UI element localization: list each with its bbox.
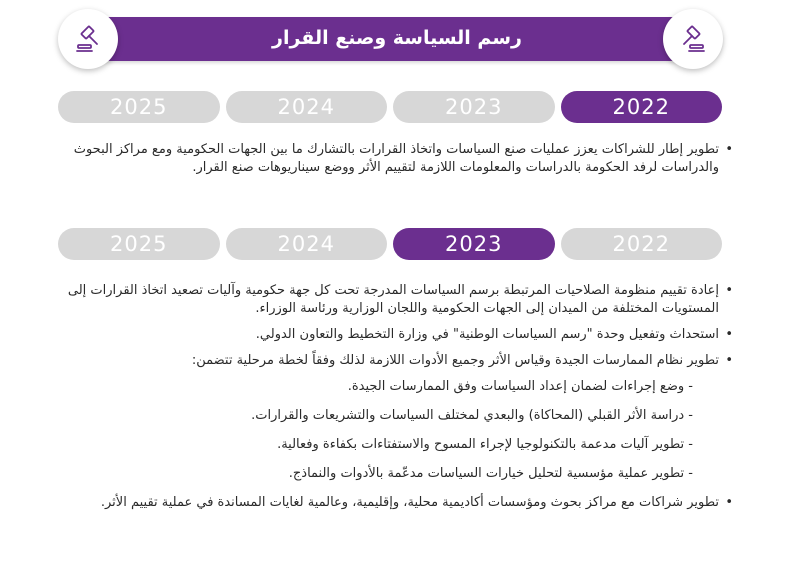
year-tab-2025[interactable]: 2025 [58, 228, 220, 260]
bullet-item: • تطوير نظام الممارسات الجيدة وقياس الأثر وجميع الأدوات اللازمة لذلك وفقاً لخطة مرحلية تتضمن: [43, 352, 733, 370]
gavel-icon [663, 9, 723, 69]
year-tab-2023[interactable]: 2023 [393, 91, 555, 123]
year-tabs-2023 [58, 228, 722, 260]
section-header-banner [72, 17, 722, 61]
year-tab-2025[interactable]: 2025 [58, 91, 220, 123]
section-2022-content [43, 141, 733, 185]
sub-item: - دراسة الأثر القبلي (المحاكاة) والبعدي لمختلف السياسات والتشريعات والقرارات. [251, 408, 693, 423]
year-tab-2022[interactable]: 2022 [561, 228, 723, 260]
sub-item: - تطوير آليات مدعمة بالتكنولوجيا لإجراء المسوح والاستفتاءات بكفاءة وفعالية. [277, 437, 693, 452]
year-tab-2022[interactable]: 2022 [561, 91, 723, 123]
bullet-item: • تطوير إطار للشراكات يعزز عمليات صنع السياسات واتخاذ القرارات بالتشارك ما بين الجهات الحكومية ومع مراكز البحوث والدراسات لرفد الحكومة بالدراسات والمعلومات اللازمة لتقييم الأثر ووضع سيناريوهات صنع القرار. [43, 141, 733, 177]
section-2023-content [43, 282, 733, 520]
year-tab-2023[interactable]: 2023 [393, 228, 555, 260]
year-tabs-2022 [58, 91, 722, 123]
bullet-item: • إعادة تقييم منظومة الصلاحيات المرتبطة برسم السياسات المدرجة تحت كل جهة حكومية وآليات تصعيد اتخاذ القرارات إلى المستويات المختلفة من الميدان إلى الجهات الحكومية واللجان الوزارية ورئاسة الوزراء. [43, 282, 733, 318]
year-tab-2024[interactable]: 2024 [226, 91, 388, 123]
year-tab-2024[interactable]: 2024 [226, 228, 388, 260]
page-title: رسم السياسة وصنع القرار [272, 27, 522, 49]
bullet-item: • تطوير شراكات مع مراكز بحوث ومؤسسات أكاديمية محلية، وإقليمية، وعالمية لغايات المساندة في عملية تقييم الأثر. [43, 494, 733, 512]
sub-item: - وضع إجراءات لضمان إعداد السياسات وفق الممارسات الجيدة. [347, 379, 693, 394]
sub-item: - تطوير عملية مؤسسية لتحليل خيارات السياسات مدعّمة بالأدوات والنماذج. [288, 466, 693, 481]
bullet-item: • استحداث وتفعيل وحدة "رسم السياسات الوطنية" في وزارة التخطيط والتعاون الدولي. [43, 326, 733, 344]
gavel-icon [58, 9, 118, 69]
